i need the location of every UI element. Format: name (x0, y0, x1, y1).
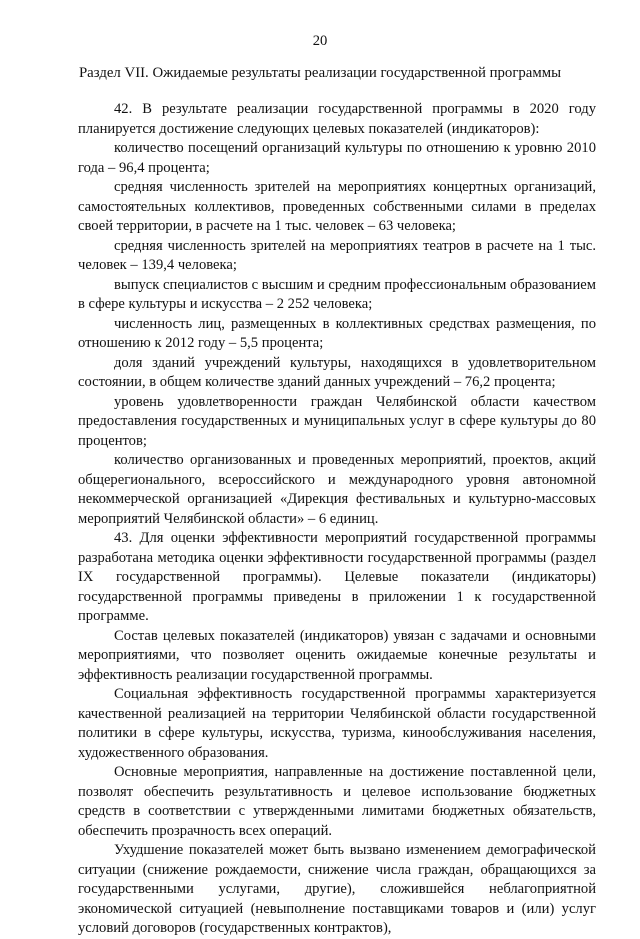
paragraph: средняя численность зрителей на мероприятиях концертных организаций, самостоятельных коллективов, проведенных собственными силами в пределах своей территории, в расчете на 1 тыс. человек – 63 человека; (78, 179, 596, 234)
paragraph: количество посещений организаций культуры по отношению к уровню 2010 года – 96,4 процента; (78, 140, 596, 176)
page-number: 20 (312, 33, 328, 49)
paragraph: Социальная эффективность государственной программы характеризуется качественной реализацией на территории Челябинской области государственной политики в сфере культуры, искусства, туризма, кинообслуживания населения, художественного образования. (78, 686, 596, 761)
paragraph: Ухудшение показателей может быть вызвано изменением демографической ситуации (снижение рождаемости, снижение числа граждан, обращающихся за государственными услугами, другие), сложившейся неблагоприятной экономической ситуацией (невыполнение поставщиками товаров и (или) услуг условий договоров (государственных контрактов), (78, 842, 596, 936)
paragraph: 42. В результате реализации государственной программы в 2020 году планируется достижение следующих целевых показателей (индикаторов): (78, 101, 596, 137)
paragraph: 43. Для оценки эффективности мероприятий государственной программы разработана методика оценки эффективности государственной программы (раздел IX государственной программы). Целевые показатели (индикаторы) государственной программы приведены в приложении 1 к государственной программе. (78, 530, 596, 624)
paragraph: численность лиц, размещенных в коллективных средствах размещения, по отношению к 2012 году – 5,5 процента; (78, 315, 596, 351)
paragraph: средняя численность зрителей на мероприятиях театров в расчете на 1 тыс. человек – 139,4 человека; (78, 237, 596, 273)
paragraph: Основные мероприятия, направленные на достижение поставленной цели, позволят обеспечить результативность и целевое использование бюджетных средств в соответствии с утвержденными лимитами бюджетных обязательств, обеспечить прозрачность всех операций. (78, 764, 596, 839)
paragraph: уровень удовлетворенности граждан Челябинской области качеством предоставления государственных и муниципальных услуг в сфере культуры до 80 процентов; (78, 393, 596, 449)
paragraph: Состав целевых показателей (индикаторов) увязан с задачами и основными мероприятиями, что позволяет оценить ожидаемые конечные результаты и эффективность реализации государственной программы. (78, 627, 596, 683)
paragraph: количество организованных и проведенных мероприятий, проектов, акций общерегионального, всероссийского и международного уровня автономной некоммерческой организацией «Дирекция фестивальных и культурно-массовых мероприятий Челябинской области» – 6 единиц. (78, 452, 596, 527)
section-title: Раздел VII. Ожидаемые результаты реализации государственной программы (78, 65, 562, 81)
document-body (78, 100, 596, 939)
paragraph: доля зданий учреждений культуры, находящихся в удовлетворительном состоянии, в общем количестве зданий данных учреждений – 76,2 процента; (78, 354, 596, 390)
paragraph: выпуск специалистов с высшим и средним профессиональным образованием в сфере культуры и искусства – 2 252 человека; (78, 276, 596, 312)
